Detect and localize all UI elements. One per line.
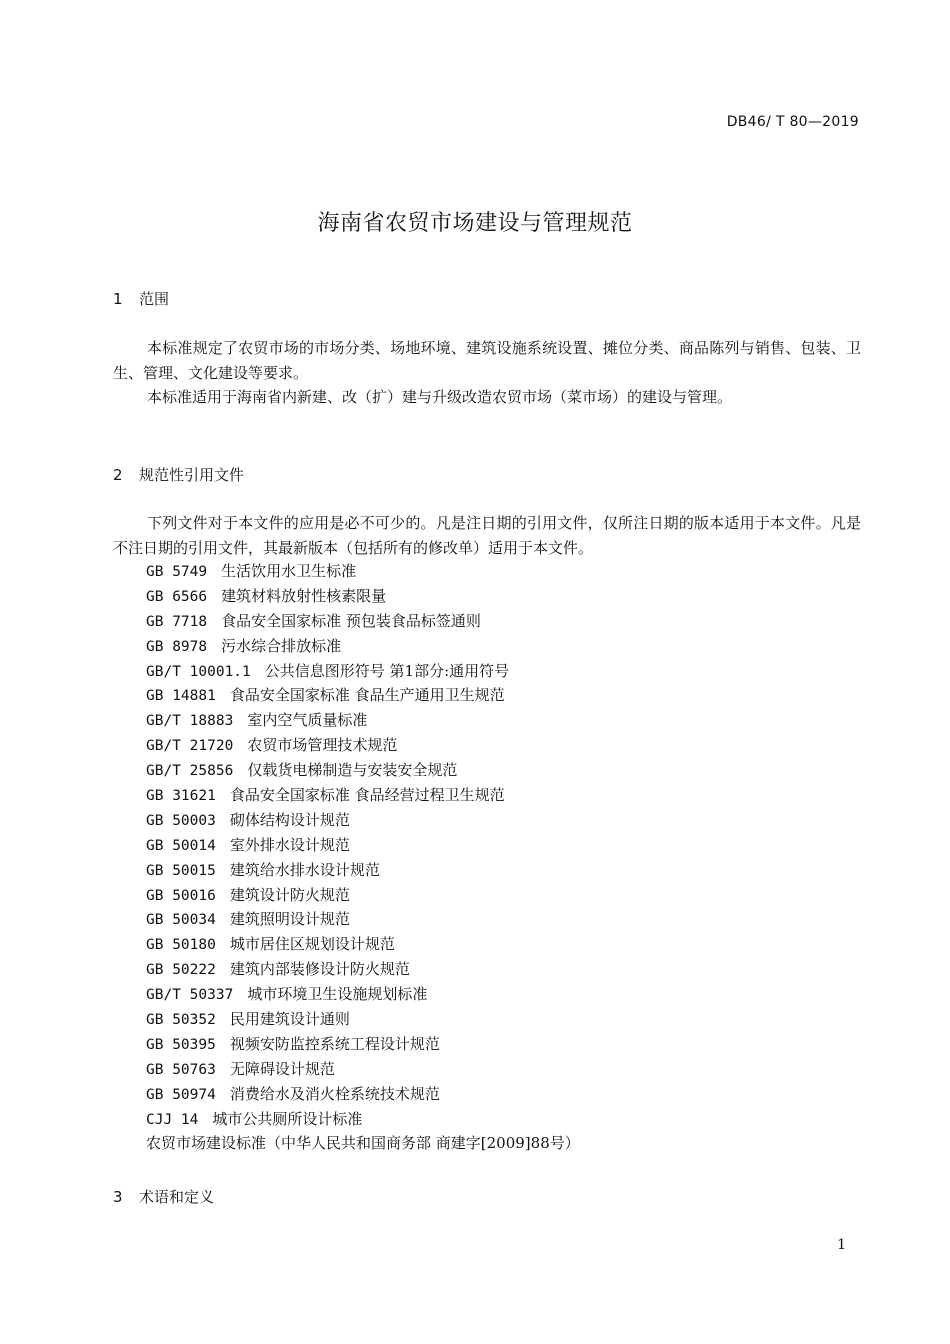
section-number: 3 <box>113 1188 123 1206</box>
reference-item <box>146 559 580 584</box>
reference-code: GB/T 10001.1 <box>146 663 251 680</box>
reference-title: 视频安防监控系统工程设计规范 <box>229 1034 440 1053</box>
reference-code: GB/T 25856 <box>146 763 234 780</box>
reference-item <box>146 758 580 783</box>
reference-code: GB 50034 <box>146 912 216 929</box>
reference-code: GB 50974 <box>146 1086 216 1103</box>
reference-title: 农贸市场建设标准（中华人民共和国商务部 商建字[2009]88号） <box>146 1134 580 1153</box>
reference-title: 食品安全国家标准 食品生产通用卫生规范 <box>229 686 505 705</box>
reference-item <box>146 883 580 908</box>
reference-code: GB 14881 <box>146 688 216 705</box>
reference-title: 砌体结构设计规范 <box>229 810 350 829</box>
reference-code: GB 5749 <box>146 564 208 580</box>
reference-item <box>146 584 580 609</box>
section-heading-scope <box>113 288 169 309</box>
section-title: 范围 <box>139 290 170 308</box>
reference-code: GB/T 18883 <box>146 713 234 730</box>
reference-item <box>146 1082 580 1107</box>
section-title: 术语和定义 <box>139 1188 215 1206</box>
reference-code: GB 50014 <box>146 837 216 854</box>
reference-code: GB 7718 <box>146 613 208 630</box>
reference-code: GB 50180 <box>146 937 216 954</box>
reference-title: 公共信息图形符号 第1部分:通用符号 <box>264 661 510 680</box>
references-intro: 下列文件对于本文件的应用是必不可少的。凡是注日期的引用文件，仅所注日期的版本适用于本文件。凡是不注日期的引用文件，其最新版本（包括所有的修改单）适用于本文件。 <box>113 514 861 557</box>
reference-item <box>146 833 580 858</box>
reference-title: 食品安全国家标准 食品经营过程卫生规范 <box>229 786 505 805</box>
reference-title: 污水综合排放标准 <box>221 636 342 655</box>
reference-item <box>146 634 580 659</box>
reference-code: GB 8978 <box>146 638 208 655</box>
reference-title: 建筑给水排水设计规范 <box>229 860 380 879</box>
reference-title: 无障碍设计规范 <box>229 1059 335 1078</box>
reference-item <box>146 1032 580 1057</box>
reference-title: 农贸市场管理技术规范 <box>247 736 398 755</box>
reference-item <box>146 932 580 957</box>
reference-item <box>146 609 580 634</box>
reference-item <box>146 1007 580 1032</box>
reference-item <box>146 907 580 932</box>
reference-item <box>146 858 580 883</box>
reference-title: 建筑材料放射性核素限量 <box>221 586 387 605</box>
section-heading-terms <box>113 1186 214 1207</box>
reference-item <box>146 1131 580 1156</box>
reference-title: 城市环境卫生设施规划标准 <box>247 985 428 1004</box>
section-heading-normative-references <box>113 464 244 485</box>
reference-code: GB 50763 <box>146 1061 216 1078</box>
reference-title: 建筑内部装修设计防火规范 <box>229 960 410 979</box>
reference-item <box>146 733 580 758</box>
reference-item <box>146 659 580 684</box>
reference-item <box>146 1057 580 1082</box>
reference-item <box>146 957 580 982</box>
reference-code: GB 6566 <box>146 588 208 605</box>
section-number: 1 <box>113 290 123 308</box>
reference-code: GB/T 50337 <box>146 987 234 1004</box>
reference-title: 食品安全国家标准 预包装食品标签通则 <box>221 611 481 630</box>
reference-item <box>146 783 580 808</box>
standard-code: DB46/ T 80—2019 <box>726 114 859 130</box>
reference-code: GB 31621 <box>146 788 216 805</box>
reference-code: GB 50003 <box>146 812 216 829</box>
reference-title: 城市居住区规划设计规范 <box>229 935 395 954</box>
reference-title: 生活饮用水卫生标准 <box>221 562 357 580</box>
reference-item <box>146 683 580 708</box>
scope-paragraph-2: 本标准适用于海南省内新建、改（扩）建与升级改造农贸市场（菜市场）的建设与管理。 <box>147 388 733 406</box>
page-number: 1 <box>837 1237 846 1253</box>
reference-code: GB 50352 <box>146 1012 216 1029</box>
reference-item <box>146 982 580 1007</box>
reference-code: GB/T 21720 <box>146 738 234 755</box>
reference-item <box>146 708 580 733</box>
reference-title: 消费给水及消火栓系统技术规范 <box>229 1084 440 1103</box>
reference-item <box>146 808 580 833</box>
section-number: 2 <box>113 466 123 484</box>
reference-list <box>146 559 580 1156</box>
reference-title: 仅载货电梯制造与安装安全规范 <box>247 761 458 780</box>
reference-title: 建筑照明设计规范 <box>229 910 350 929</box>
reference-code: GB 50222 <box>146 962 216 979</box>
section-title: 规范性引用文件 <box>139 466 245 484</box>
reference-code: CJJ 14 <box>146 1111 199 1128</box>
reference-code: GB 50395 <box>146 1036 216 1053</box>
document-title: 海南省农贸市场建设与管理规范 <box>317 211 633 236</box>
reference-item <box>146 1107 580 1132</box>
reference-title: 室外排水设计规范 <box>229 835 350 854</box>
reference-title: 室内空气质量标准 <box>247 711 368 730</box>
reference-code: GB 50016 <box>146 887 216 904</box>
reference-title: 城市公共厕所设计标准 <box>212 1109 363 1128</box>
scope-paragraph-1: 本标准规定了农贸市场的市场分类、场地环境、建筑设施系统设置、摊位分类、商品陈列与销售、包装、卫生、管理、文化建设等要求。 <box>113 339 861 382</box>
reference-code: GB 50015 <box>146 862 216 879</box>
reference-title: 建筑设计防火规范 <box>229 885 350 904</box>
reference-title: 民用建筑设计通则 <box>229 1010 350 1029</box>
